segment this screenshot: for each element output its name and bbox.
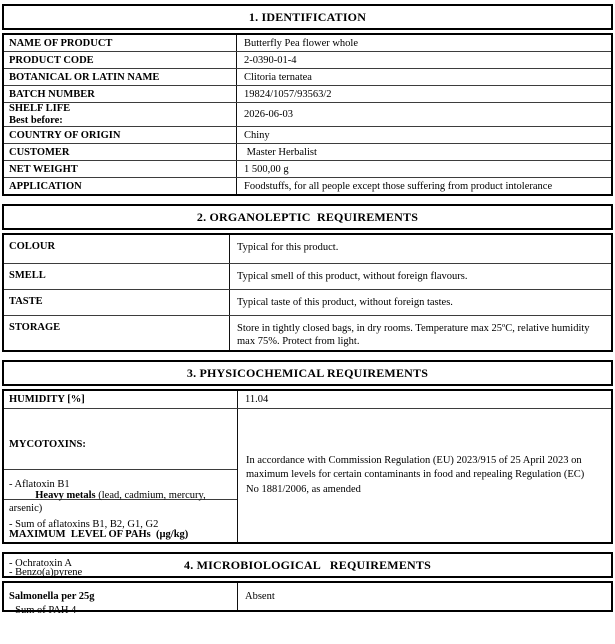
row-value: 1 500,00 g — [244, 163, 289, 175]
table-row — [4, 52, 611, 69]
pah-item: - Sum of PAH 4 — [9, 605, 77, 617]
row-label: STORAGE — [4, 316, 230, 350]
row-label — [4, 103, 237, 126]
row-label: COLOUR — [4, 235, 230, 263]
mycotoxin-item: - Aflatoxin B1 — [9, 479, 70, 491]
heavy-metals-label: Heavy metals — [35, 490, 96, 502]
row-label: Salmonella per 25g — [4, 583, 238, 610]
table-row — [4, 161, 611, 178]
section1-header — [2, 4, 613, 30]
table-row — [4, 35, 611, 52]
row-value: Store in tightly closed bags, in dry rooms. Temperature max 25ºC, relative humidity max 75%. Protect from light. — [237, 323, 593, 347]
row-value: Butterfly Pea flower whole — [244, 37, 359, 49]
row-value: Chiny — [244, 129, 270, 141]
shelf-life-line2: Best before: — [9, 114, 63, 126]
section1-table — [2, 33, 613, 196]
row-value: 11.04 — [245, 394, 269, 405]
row-label: TASTE — [4, 290, 230, 315]
section2-title: 2. ORGANOLEPTIC REQUIREMENTS — [196, 209, 419, 224]
table-row — [4, 178, 611, 194]
table-row — [4, 127, 611, 144]
mycotoxins-title: MYCOTOXINS: — [9, 439, 86, 451]
row-label: CUSTOMER — [4, 144, 237, 160]
pah-item: - Benzo(a)pyrene — [9, 566, 83, 578]
section2-header — [2, 204, 613, 230]
table-row — [4, 264, 611, 290]
row-value: Typical taste of this product, without foreign tastes. — [237, 297, 453, 308]
section1-title: 1. IDENTIFICATION — [248, 9, 367, 24]
row-value: Typical for this product. — [237, 242, 339, 253]
section3-title: 3. PHYSICOCHEMICAL REQUIREMENTS — [186, 365, 429, 380]
pah-title: MAXIMUM LEVEL OF PAHs (µg/kg) — [9, 528, 189, 540]
mycotoxin-item: - Sum of aflatoxins B1, B2, G1, G2 — [9, 518, 159, 530]
heavy-metals-detail: (lead, cadmium, mercury, arsenic) — [9, 490, 209, 515]
table-row — [4, 235, 611, 264]
section2-table — [2, 233, 613, 352]
row-label: HUMIDITY [%] — [4, 391, 238, 408]
table-row — [4, 583, 611, 610]
row-value: 19824/1057/93563/2 — [244, 88, 332, 100]
table-row — [4, 316, 611, 350]
row-value: 2026-06-03 — [244, 109, 293, 120]
row-label: SMELL — [4, 264, 230, 289]
row-value: Foodstuffs, for all people except those suffering from product intolerance — [244, 180, 553, 192]
table-row — [4, 391, 611, 409]
table-row — [4, 144, 611, 161]
row-value: Absent — [245, 591, 275, 602]
regulation-cell — [238, 409, 611, 542]
table-row — [4, 103, 611, 127]
table-row — [4, 290, 611, 316]
heavy-metals-cell — [4, 470, 237, 515]
regulation-text: In accordance with Commission Regulation (EU) 2023/915 of 25 April 2023 on maximum levels for certain contaminants in food and repealing Regulation (EC) No 1881/2006, as amended — [246, 454, 587, 495]
row-value: Clitoria ternatea — [244, 71, 312, 83]
row-label: BATCH NUMBER — [4, 86, 237, 102]
table-row — [4, 86, 611, 103]
row-label: NAME OF PRODUCT — [4, 35, 237, 51]
row-value: Typical smell of this product, without foreign flavours. — [237, 271, 468, 282]
row-label: COUNTRY OF ORIGIN — [4, 127, 237, 143]
shelf-life-line1: SHELF LIFE — [9, 103, 71, 114]
section4-table — [2, 581, 613, 612]
row-label: APPLICATION — [4, 178, 237, 194]
row-label: PRODUCT CODE — [4, 52, 237, 68]
table-row — [4, 69, 611, 86]
mycotoxin-item: - Ochratoxin A — [9, 558, 72, 570]
row-value: 2-0390-01-4 — [244, 54, 297, 66]
row-label: BOTANICAL OR LATIN NAME — [4, 69, 237, 85]
section4-title: 4. MICROBIOLOGICAL REQUIREMENTS — [184, 557, 431, 572]
row-label: NET WEIGHT — [4, 161, 237, 177]
row-value: Master Herbalist — [244, 146, 317, 158]
section3-header — [2, 360, 613, 386]
